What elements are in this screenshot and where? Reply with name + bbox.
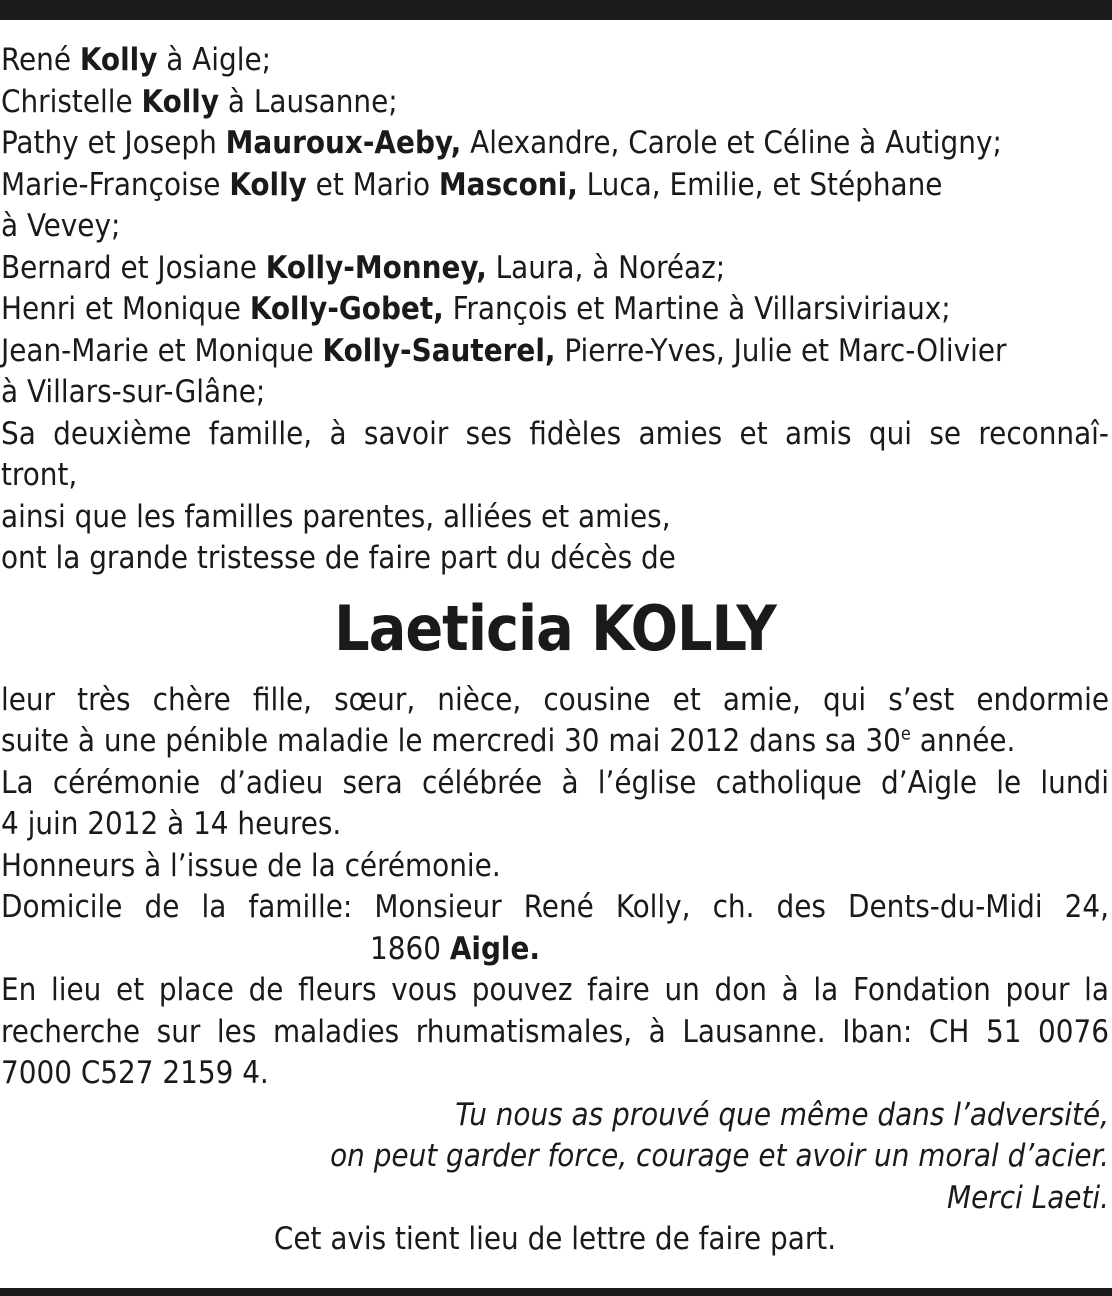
text: Bernard et Josiane — [1, 249, 266, 286]
text: Pierre-Yves, Julie et Marc-Olivier — [555, 332, 1007, 369]
text: Pathy et Joseph — [1, 125, 226, 161]
domicile-line-2 — [1, 929, 1109, 971]
donation-line-2: recherche sur les maladies rhumatismales, à Lausanne. Iban: CH 51 0076 — [1, 1013, 1109, 1050]
announce-line: ont la grande tristesse de faire part du décès de — [1, 540, 676, 576]
surname: Kolly-Monney, — [265, 249, 487, 286]
family-line-3 — [1, 123, 1109, 165]
surname: Kolly-Gobet, — [249, 291, 444, 327]
text: Marie-Françoise — [1, 166, 230, 203]
text: Christelle — [1, 83, 142, 120]
surname: Kolly-Sauterel, — [322, 332, 556, 369]
text: François et Martine à Villarsiviriaux; — [443, 291, 951, 327]
family-line-4 — [1, 165, 1109, 207]
surname: Kolly — [141, 83, 220, 120]
domicile-line-1: Domicile de la famille: Monsieur René Kolly, ch. des Dents-du-Midi 24, — [1, 889, 1109, 925]
family-line-7 — [1, 331, 1109, 373]
description-line-1: leur très chère fille, sœur, nièce, cousine et amie, qui s’est endormie — [1, 681, 1109, 718]
text: Laura, à Noréaz; — [486, 249, 726, 286]
surname: Masconi, — [438, 166, 578, 203]
text: année. — [910, 723, 1016, 759]
quote-line-1: Tu nous as prouvé que même dans l’adversité, — [455, 1096, 1109, 1133]
text: Alexandre, Carole et Céline à Autigny; — [461, 125, 1002, 161]
ceremony-line-2: 4 juin 2012 à 14 heures. — [1, 806, 342, 842]
family-line-6 — [1, 289, 1109, 331]
text: 1860 — [370, 930, 450, 967]
town: Aigle. — [449, 930, 540, 967]
description-line-2 — [1, 721, 1109, 763]
family-line-1 — [1, 40, 1109, 82]
deceased-name: Laeticia KOLLY — [334, 591, 776, 665]
family-line-2 — [1, 82, 1109, 124]
text: Henri et Monique — [1, 291, 250, 327]
text: Jean-Marie et Monique — [1, 332, 323, 369]
surname: Kolly — [229, 166, 307, 203]
family-line-4-cont: à Vevey; — [1, 208, 121, 244]
second-family-line-1: Sa deuxième famille, à savoir ses fidèles amies et amis qui se reconnaî- — [1, 415, 1109, 452]
family-line-5 — [1, 248, 1109, 290]
quote-line-2: on peut garder force, courage et avoir un moral d’acier. — [330, 1138, 1109, 1174]
text: à Lausanne; — [219, 83, 398, 120]
footer-note: Cet avis tient lieu de lettre de faire part. — [273, 1221, 837, 1257]
text: à Aigle; — [157, 42, 272, 78]
bottom-rule — [0, 1288, 1112, 1296]
obituary-body — [1, 40, 1109, 1261]
honors-line: Honneurs à l’issue de la cérémonie. — [1, 847, 501, 884]
text: suite à une pénible maladie le mercredi 30 mai 2012 dans sa 30 — [1, 723, 901, 759]
surname: Kolly — [79, 42, 158, 78]
text: René — [1, 42, 80, 78]
ceremony-line-1: La cérémonie d’adieu sera célébrée à l’église catholique d’Aigle le lundi — [1, 764, 1109, 801]
donation-line-1: En lieu et place de fleurs vous pouvez faire un don à la Fondation pour la — [1, 972, 1109, 1008]
surname: Mauroux-Aeby, — [225, 125, 462, 161]
family-line-7-cont: à Villars-sur-Glâne; — [1, 374, 266, 410]
quote-line-3: Merci Laeti. — [947, 1179, 1109, 1216]
top-rule — [0, 0, 1112, 20]
text: Luca, Emilie, et Stéphane — [577, 166, 943, 203]
donation-line-3: 7000 C527 2159 4. — [1, 1055, 269, 1091]
superscript: e — [900, 723, 911, 745]
second-family-line-2: tront, — [1, 457, 78, 493]
text: et Mario — [306, 166, 439, 203]
relatives-line: ainsi que les familles parentes, alliées et amies, — [1, 498, 671, 535]
